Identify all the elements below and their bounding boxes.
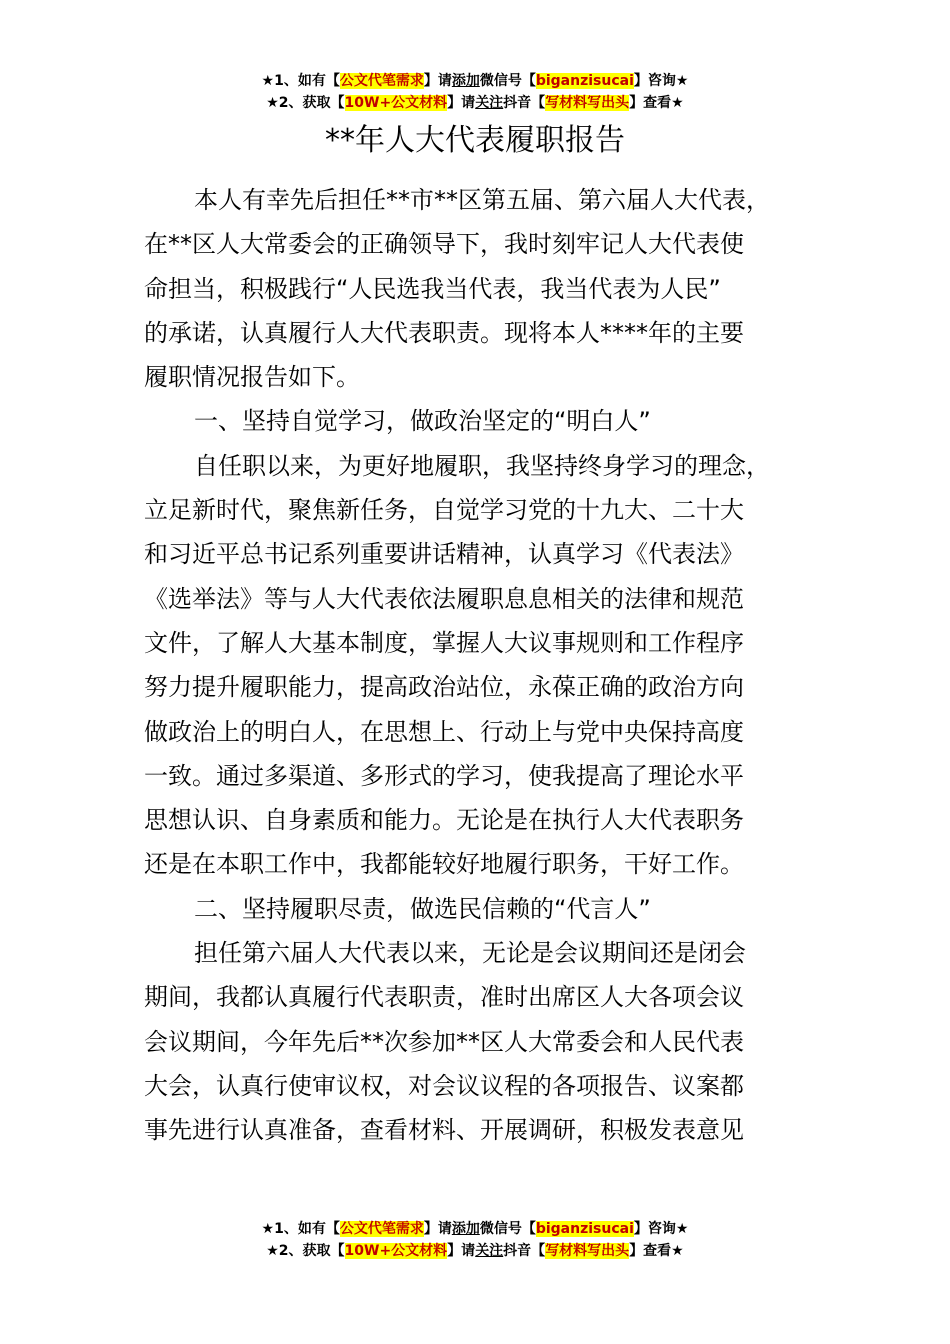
- banner-text: 抖音【: [503, 1243, 546, 1259]
- paragraph-line: 一致。通过多渠道、多形式的学习，使我提高了理论水平: [144, 761, 744, 790]
- paragraph-first-line: 自任职以来，为更好地履职，我坚持终身学习的理念，: [194, 451, 770, 480]
- banner-highlight: 公文代笔需求: [339, 73, 424, 89]
- paragraph-line: 事先进行认真准备，查看材料、开展调研，积极发表意见: [144, 1116, 744, 1145]
- paragraph-line: 《选举法》等与人大代表依法履职息息相关的法律和规范: [144, 584, 744, 613]
- document-body: [144, 178, 834, 1153]
- banner-text: 】咨询★: [633, 1221, 689, 1237]
- paragraph-line: 努力提升履职能力，提高政治站位，永葆正确的政治方向: [144, 673, 744, 702]
- paragraph-line: 大会，认真行使审议权，对会议议程的各项报告、议案都: [144, 1071, 744, 1100]
- banner-line-2: [0, 1240, 950, 1262]
- paragraph: [144, 887, 834, 931]
- paragraph-first-line: 本人有幸先后担任**市**区第五届、第六届人大代表，: [194, 186, 770, 214]
- paragraph-line: 还是在本职工作中，我都能较好地履行职务，干好工作。: [144, 850, 744, 879]
- banner-text: 】请: [423, 1221, 452, 1237]
- document-title: **年人大代表履职报告: [325, 123, 625, 158]
- banner-text: 】请: [423, 73, 452, 89]
- banner-text: 】查看★: [629, 95, 684, 111]
- footer-banner: [0, 1218, 950, 1262]
- paragraph-line: 和习近平总书记系列重要讲话精神，认真学习《代表法》: [144, 540, 744, 569]
- banner-emphasis: 添加: [451, 1221, 480, 1237]
- header-banner: [0, 70, 950, 114]
- paragraph: [144, 178, 834, 399]
- banner-text: ★1、如有【: [261, 73, 340, 89]
- paragraph: [144, 931, 834, 1152]
- paragraph-first-line: 二、坚持履职尽责，做选民信赖的“代言人”: [194, 894, 651, 923]
- paragraph: [144, 444, 834, 887]
- paragraph-line: 做政治上的明白人，在思想上、行动上与党中央保持高度: [144, 717, 744, 746]
- banner-text: 】咨询★: [633, 73, 689, 89]
- paragraph-first-line: 一、坚持自觉学习，做政治坚定的“明白人”: [194, 407, 651, 436]
- banner-line-1: [0, 70, 950, 92]
- banner-highlight: 10W+公文材料: [344, 1243, 448, 1259]
- paragraph: [144, 399, 834, 443]
- paragraph-line: 在**区人大常委会的正确领导下，我时刻牢记人大代表使: [144, 230, 744, 259]
- banner-text: 】请: [447, 95, 476, 111]
- paragraph-line: 期间，我都认真履行代表职责，准时出席区人大各项会议: [144, 983, 744, 1012]
- banner-highlight: 10W+公文材料: [344, 95, 448, 111]
- banner-emphasis: 关注: [475, 1243, 504, 1259]
- banner-text: 微信号【: [479, 73, 536, 89]
- paragraph-line: 的承诺，认真履行人大代表职责。现将本人****年的主要: [144, 318, 744, 347]
- paragraph-line: 思想认识、自身素质和能力。无论是在执行人大代表职务: [144, 806, 744, 835]
- banner-text: ★1、如有【: [261, 1221, 340, 1237]
- banner-text: 】请: [447, 1243, 476, 1259]
- paragraph-line: 履职情况报告如下。: [144, 363, 360, 392]
- paragraph-line: 会议期间，今年先后**次参加**区人大常委会和人民代表: [144, 1027, 744, 1056]
- banner-line-1: [0, 1218, 950, 1240]
- banner-text: 】查看★: [629, 1243, 684, 1259]
- banner-text: ★2、获取【: [266, 95, 345, 111]
- banner-highlight: biganzisucai: [535, 1221, 634, 1237]
- banner-text: 抖音【: [503, 95, 546, 111]
- banner-highlight: 写材料写出头: [545, 95, 630, 111]
- banner-text: 微信号【: [479, 1221, 536, 1237]
- banner-line-2: [0, 92, 950, 114]
- banner-emphasis: 添加: [451, 73, 480, 89]
- paragraph-line: 命担当，积极践行“人民选我当代表，我当代表为人民”: [144, 274, 721, 303]
- paragraph-line: 立足新时代，聚焦新任务，自觉学习党的十九大、二十大: [144, 496, 744, 525]
- paragraph-first-line: 担任第六届人大代表以来，无论是会议期间还是闭会: [194, 939, 746, 968]
- banner-highlight: biganzisucai: [535, 73, 634, 89]
- banner-highlight: 写材料写出头: [545, 1243, 630, 1259]
- paragraph-line: 文件，了解人大基本制度，掌握人大议事规则和工作程序: [144, 628, 744, 657]
- banner-text: ★2、获取【: [266, 1243, 345, 1259]
- banner-emphasis: 关注: [475, 95, 504, 111]
- banner-highlight: 公文代笔需求: [339, 1221, 424, 1237]
